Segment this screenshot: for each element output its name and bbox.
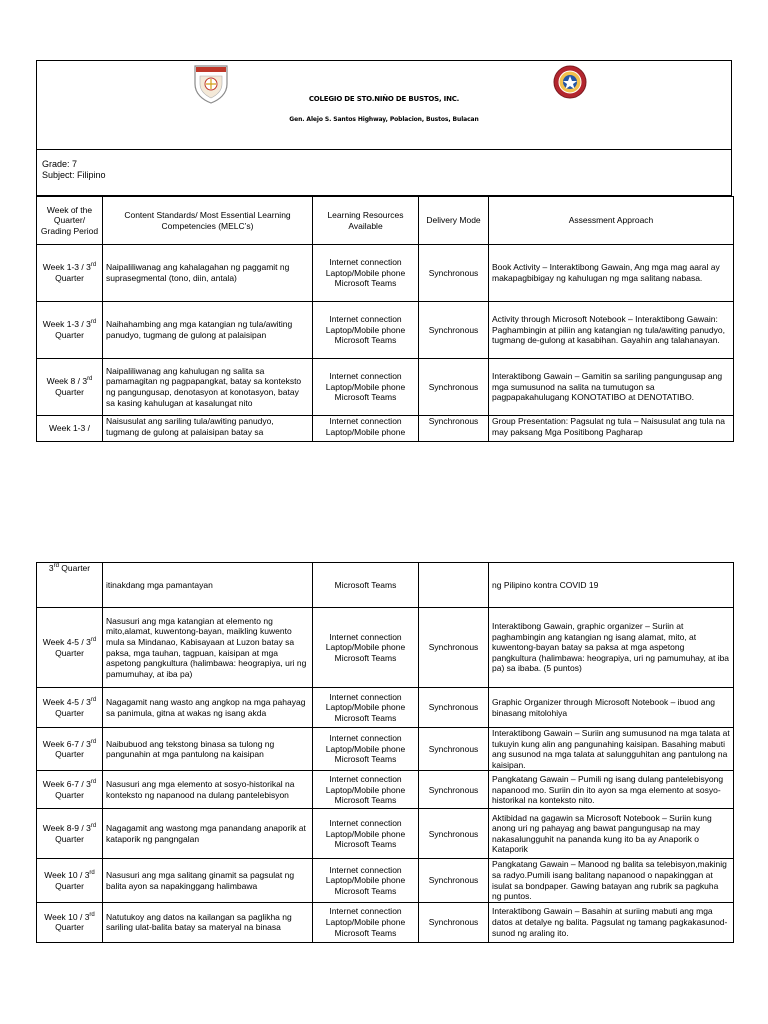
header-week: Week of the Quarter/ Grading Period xyxy=(37,197,103,245)
melc-cell: Naisusulat ang sariling tula/awiting panudyo, tugmang de gulong at palaisipan batay sa xyxy=(103,416,313,442)
week-cell: Week 8-9 / 3rd Quarter xyxy=(37,809,103,859)
resources-cell: Internet connection Laptop/Mobile phone Microsoft Teams xyxy=(313,859,419,902)
subject-label: Subject: Filipino xyxy=(42,170,106,180)
week-cell: Week 10 / 3rd Quarter xyxy=(37,902,103,942)
assessment-cell: Book Activity – Interaktibong Gawain, Ang mga mag aaral ay makapagbibigay ng kahulugan ng mga salitang nabasa. xyxy=(489,245,734,302)
resources-cell: Internet connection Laptop/Mobile phone Microsoft Teams xyxy=(313,245,419,302)
table-row xyxy=(37,608,734,688)
mode-cell xyxy=(419,563,489,608)
melc-cell: Natutukoy ang datos na kailangan sa paglikha ng sariling ulat-balita batay sa materyal na binasa xyxy=(103,902,313,942)
grade-label: Grade: 7 xyxy=(42,159,78,169)
resources-cell: Internet connection Laptop/Mobile phone Microsoft Teams xyxy=(313,608,419,688)
week-cell: Week 10 / 3rd Quarter xyxy=(37,859,103,902)
week-cell: Week 6-7 / 3rd Quarter xyxy=(37,728,103,771)
resources-cell: Internet connection Laptop/Mobile phone Microsoft Teams xyxy=(313,688,419,728)
assessment-cell: Interaktibong Gawain, graphic organizer – Suriin at paghambingin ang katangian ng isang alamat, mito, at kuwentong-bayan batay sa paksa at mga aspetong pangkultura (halimbawa: heograpiya, uri ng pamumuhay, at iba pa) sa ibaba. (5 puntos) xyxy=(489,608,734,688)
table-row xyxy=(37,902,734,942)
mode-cell: Synchronous xyxy=(419,416,489,442)
mode-cell: Synchronous xyxy=(419,608,489,688)
melc-cell: Nasusuri ang mga elemento at sosyo-historikal na konteksto ng napanood na dulang pantelebisyon xyxy=(103,771,313,809)
mode-cell: Synchronous xyxy=(419,771,489,809)
table-row xyxy=(37,688,734,728)
round-seal-icon xyxy=(553,65,587,99)
header-resources: Learning Resources Available xyxy=(313,197,419,245)
melc-cell: Nagagamit nang wasto ang angkop na mga pahayag sa panimula, gitna at wakas ng isang akda xyxy=(103,688,313,728)
mode-cell: Synchronous xyxy=(419,359,489,416)
table-row xyxy=(37,728,734,771)
table-row xyxy=(37,245,734,302)
table-row xyxy=(37,416,734,442)
week-cell: Week 6-7 / 3rd Quarter xyxy=(37,771,103,809)
week-cell: Week 4-5 / 3rd Quarter xyxy=(37,688,103,728)
melc-cell: Nasusuri ang mga salitang ginamit sa pagsulat ng balita ayon sa napakinggang halimbawa xyxy=(103,859,313,902)
resources-cell: Internet connection Laptop/Mobile phone Microsoft Teams xyxy=(313,771,419,809)
week-cell: Week 1-3 / 3rd Quarter xyxy=(37,302,103,359)
resources-cell: Internet connection Laptop/Mobile phone Microsoft Teams xyxy=(313,359,419,416)
assessment-cell: Aktibidad na gagawin sa Microsoft Notebook – Suriin kung anong uri ng pahayag ang bawat pangungusap na may nakasalungguhit na pananda kung ito ba ay Anaporik o Kataporik xyxy=(489,809,734,859)
table-row xyxy=(37,359,734,416)
week-cell: Week 8 / 3rd Quarter xyxy=(37,359,103,416)
assessment-cell: Group Presentation: Pagsulat ng tula – Naisusulat ang tula na may paksang Mga Positibong Pagharap xyxy=(489,416,734,442)
assessment-cell: Interaktibong Gawain – Gamitin sa sariling pangungusap ang mga sumusunod na salita na tumutugon sa pagpapakahulugang KONOTATIBO at DENOTATIBO. xyxy=(489,359,734,416)
school-address: Gen. Alejo S. Santos Highway, Poblacion, Bustos, Bulacan xyxy=(289,116,479,123)
melc-cell: Naipaliliwanag ang kahalagahan ng paggamit ng suprasegmental (tono, diin, antala) xyxy=(103,245,313,302)
mode-cell: Synchronous xyxy=(419,809,489,859)
mode-cell: Synchronous xyxy=(419,688,489,728)
resources-cell: Microsoft Teams xyxy=(313,563,419,608)
curriculum-table-page1 xyxy=(36,196,734,442)
table-row xyxy=(37,302,734,359)
melc-cell: Naipaliliwanag ang kahulugan ng salita sa pamamagitan ng pagpapangkat, batay sa konteksto ng pangungusap, denotasyon at konotasyon, batay sa kasing kahulugan at kasalungat nito xyxy=(103,359,313,416)
school-header-box xyxy=(36,60,732,150)
school-name: COLEGIO DE STO.NIÑO DE BUSTOS, INC. xyxy=(308,95,460,103)
assessment-cell: Activity through Microsoft Notebook – Interaktibong Gawain: Paghambingin at piliin ang katangian ng tula/awiting panudyo, tugmang de-gulong at kasabihan. Gayahin ang talahanayan. xyxy=(489,302,734,359)
mode-cell: Synchronous xyxy=(419,302,489,359)
week-cell: Week 4-5 / 3rd Quarter xyxy=(37,608,103,688)
melc-cell: Naihahambing ang mga katangian ng tula/awiting panudyo, tugmang de gulong at palaisipan xyxy=(103,302,313,359)
melc-cell: itinakdang mga pamantayan xyxy=(103,563,313,608)
header-melc: Content Standards/ Most Essential Learning Competencies (MELC’s) xyxy=(103,197,313,245)
curriculum-table-page2 xyxy=(36,562,734,943)
week-cell: 3rd Quarter xyxy=(37,563,103,608)
mode-cell: Synchronous xyxy=(419,245,489,302)
table-header-row xyxy=(37,197,734,245)
resources-cell: Internet connection Laptop/Mobile phone Microsoft Teams xyxy=(313,902,419,942)
assessment-cell: Interaktibong Gawain – Suriin ang sumusunod na mga talata at tukuyin kung alin ang pangunahing kaisipan. Basahing mabuti ang susunod na mga talata at salungguhitan ang pantulong na kaisipan. xyxy=(489,728,734,771)
melc-cell: Nasusuri ang mga katangian at elemento ng mito,alamat, kuwentong-bayan, maikling kuwento mula sa Mindanao, Kabisayaan at Luzon batay sa paksa, mga tauhan, tagpuan, kaisipan at mga aspetong pangkultura (halimbawa: heograpiya, uri ng pamumuhay, at iba pa) xyxy=(103,608,313,688)
melc-cell: Naibubuod ang tekstong binasa sa tulong ng pangunahin at mga pantulong na kaisipan xyxy=(103,728,313,771)
table-row xyxy=(37,809,734,859)
header-assessment: Assessment Approach xyxy=(489,197,734,245)
melc-cell: Nagagamit ang wastong mga panandang anaporik at kataporik ng pangngalan xyxy=(103,809,313,859)
assessment-cell: Interaktibong Gawain – Basahin at suriing mabuti ang mga datos at detalye ng balita. Pagsulat ng tamang pagkakasunod-sunod ng araling ito. xyxy=(489,902,734,942)
mode-cell: Synchronous xyxy=(419,902,489,942)
resources-cell: Internet connection Laptop/Mobile phone xyxy=(313,416,419,442)
assessment-cell: Pangkatang Gawain – Manood ng balita sa telebisyon,makinig sa radyo.Pumili isang balitang napanood o napakinggan at isulat sa bondpaper. Gawing batayan ang rubrik sa pagkuha ng puntos. xyxy=(489,859,734,902)
table-row xyxy=(37,859,734,902)
assessment-cell: ng Pilipino kontra COVID 19 xyxy=(489,563,734,608)
resources-cell: Internet connection Laptop/Mobile phone Microsoft Teams xyxy=(313,728,419,771)
week-cell: Week 1-3 / 3rd Quarter xyxy=(37,245,103,302)
header-delivery-mode: Delivery Mode xyxy=(419,197,489,245)
mode-cell: Synchronous xyxy=(419,728,489,771)
resources-cell: Internet connection Laptop/Mobile phone Microsoft Teams xyxy=(313,809,419,859)
resources-cell: Internet connection Laptop/Mobile phone Microsoft Teams xyxy=(313,302,419,359)
mode-cell: Synchronous xyxy=(419,859,489,902)
assessment-cell: Pangkatang Gawain – Pumili ng isang dulang pantelebisyong napanood mo. Suriin din ito ayon sa mga elemento at sosyo-historikal na konteksto nito. xyxy=(489,771,734,809)
week-cell: Week 1-3 / xyxy=(37,416,103,442)
class-info xyxy=(36,150,732,196)
assessment-cell: Graphic Organizer through Microsoft Notebook – ibuod ang binasang mitolohiya xyxy=(489,688,734,728)
table-row-continuation xyxy=(37,563,734,608)
table-row xyxy=(37,771,734,809)
